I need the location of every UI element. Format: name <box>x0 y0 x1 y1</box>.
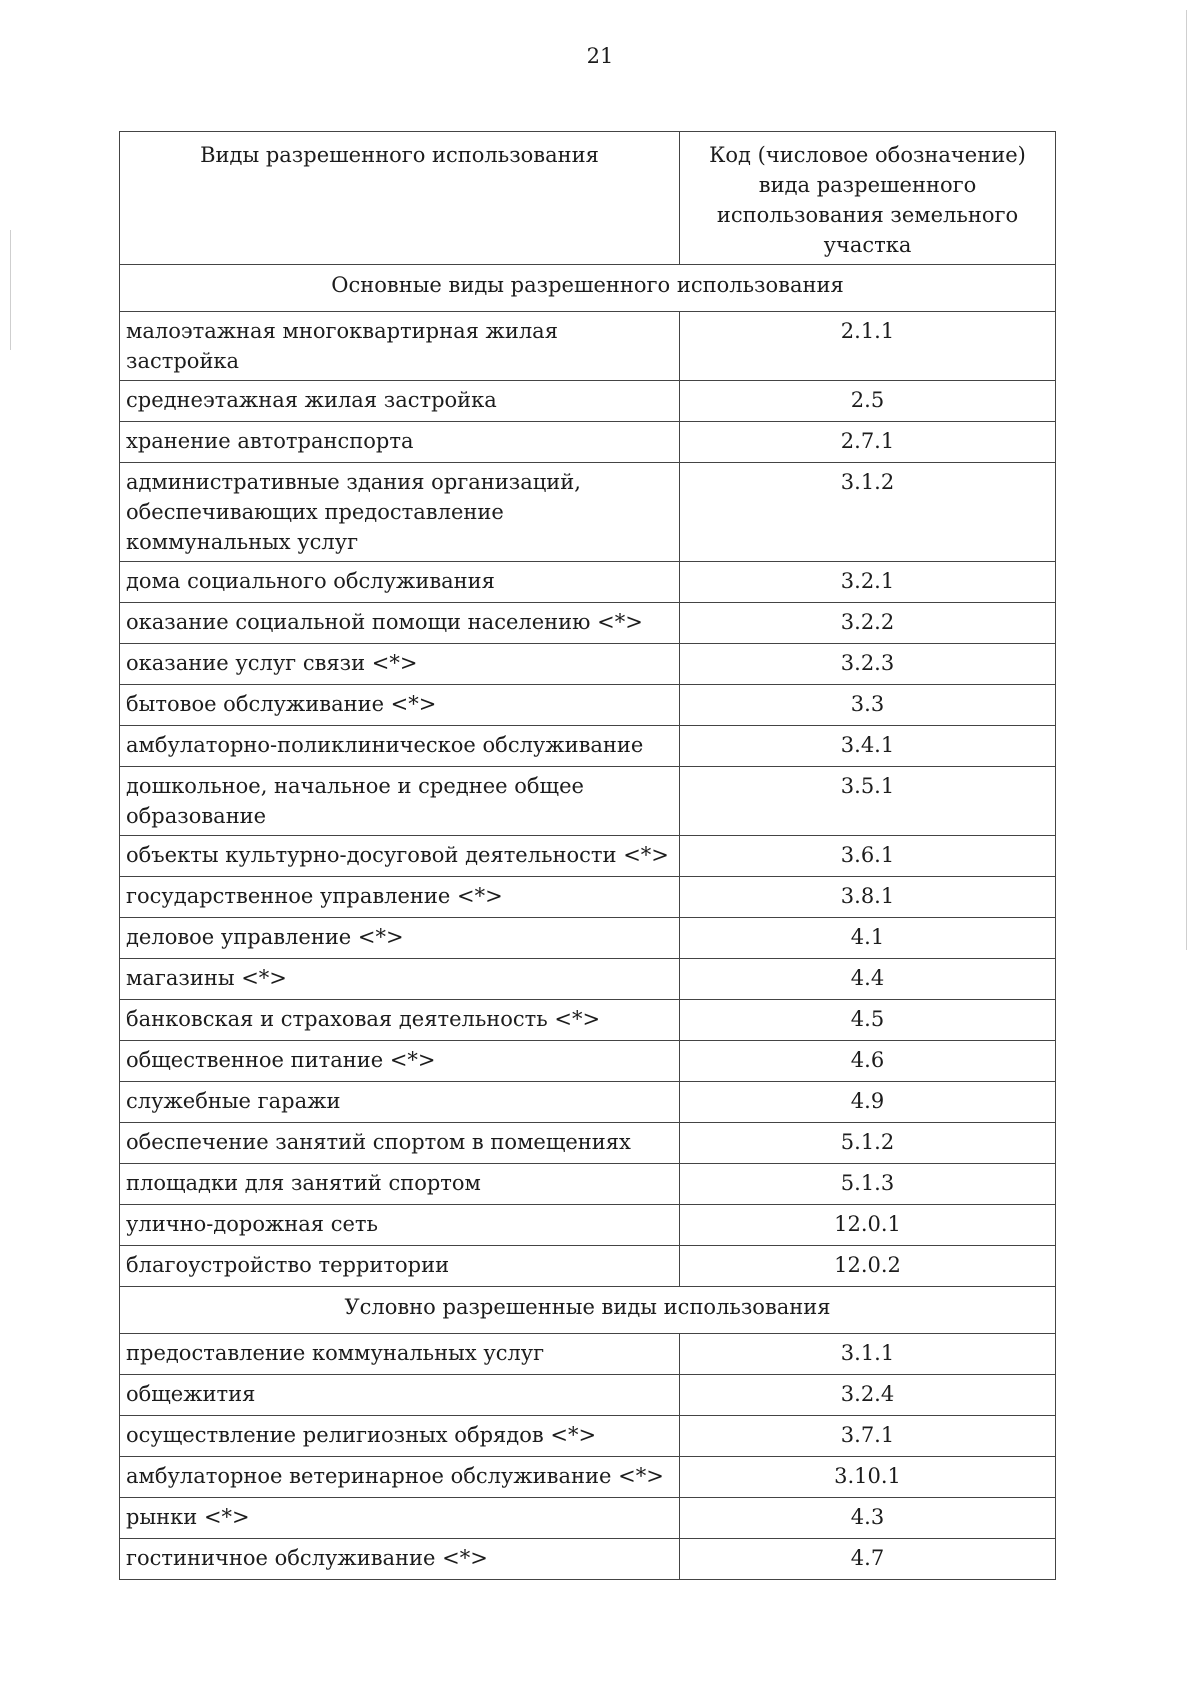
table-row <box>120 1246 1056 1287</box>
use-type-name: магазины <*> <box>120 959 680 1000</box>
use-type-name: площадки для занятий спортом <box>120 1164 680 1205</box>
table-row <box>120 767 1056 836</box>
table-row <box>120 1082 1056 1123</box>
use-type-code: 4.7 <box>680 1539 1056 1580</box>
use-type-code: 3.7.1 <box>680 1416 1056 1457</box>
use-type-code: 3.5.1 <box>680 767 1056 836</box>
use-type-name: хранение автотранспорта <box>120 422 680 463</box>
use-type-name: оказание услуг связи <*> <box>120 644 680 685</box>
table-row <box>120 918 1056 959</box>
use-type-name: государственное управление <*> <box>120 877 680 918</box>
use-type-code: 3.6.1 <box>680 836 1056 877</box>
use-type-name: малоэтажная многоквартирная жилая застройка <box>120 312 680 381</box>
section-heading-row <box>120 1287 1056 1334</box>
table-row <box>120 1375 1056 1416</box>
use-type-name: гостиничное обслуживание <*> <box>120 1539 680 1580</box>
use-type-name: осуществление религиозных обрядов <*> <box>120 1416 680 1457</box>
use-type-name: предоставление коммунальных услуг <box>120 1334 680 1375</box>
table-row <box>120 1164 1056 1205</box>
table-row <box>120 644 1056 685</box>
table-row <box>120 877 1056 918</box>
use-type-name: обеспечение занятий спортом в помещениях <box>120 1123 680 1164</box>
table-row <box>120 836 1056 877</box>
use-type-code: 4.9 <box>680 1082 1056 1123</box>
use-type-name: административные здания организаций, обеспечивающих предоставление коммунальных услуг <box>120 463 680 562</box>
header-code: Код (числовое обозначение) вида разрешенного использования земельного участка <box>680 132 1056 265</box>
use-type-name: амбулаторно-поликлиническое обслуживание <box>120 726 680 767</box>
page-number: 21 <box>586 44 614 68</box>
table-header-row <box>120 132 1056 265</box>
use-type-name: благоустройство территории <box>120 1246 680 1287</box>
land-use-table-container <box>119 131 1055 1580</box>
use-type-code: 2.7.1 <box>680 422 1056 463</box>
table-row <box>120 1041 1056 1082</box>
use-type-code: 4.6 <box>680 1041 1056 1082</box>
use-type-code: 5.1.2 <box>680 1123 1056 1164</box>
use-type-name: общественное питание <*> <box>120 1041 680 1082</box>
use-type-code: 3.4.1 <box>680 726 1056 767</box>
table-row <box>120 312 1056 381</box>
use-type-code: 4.5 <box>680 1000 1056 1041</box>
use-type-name: объекты культурно-досуговой деятельности <*> <box>120 836 680 877</box>
table-row <box>120 726 1056 767</box>
use-type-name: деловое управление <*> <box>120 918 680 959</box>
table-row <box>120 959 1056 1000</box>
use-type-code: 3.3 <box>680 685 1056 726</box>
use-type-name: улично-дорожная сеть <box>120 1205 680 1246</box>
use-type-code: 4.3 <box>680 1498 1056 1539</box>
use-type-code: 3.1.2 <box>680 463 1056 562</box>
table-row <box>120 1000 1056 1041</box>
use-type-code: 12.0.1 <box>680 1205 1056 1246</box>
use-type-code: 12.0.2 <box>680 1246 1056 1287</box>
use-type-code: 3.2.3 <box>680 644 1056 685</box>
section-heading-row <box>120 265 1056 312</box>
table-row <box>120 422 1056 463</box>
table-row <box>120 381 1056 422</box>
table-row <box>120 1334 1056 1375</box>
table-row <box>120 1123 1056 1164</box>
land-use-table <box>119 131 1056 1580</box>
table-row <box>120 562 1056 603</box>
section-heading: Основные виды разрешенного использования <box>120 265 1056 312</box>
use-type-name: амбулаторное ветеринарное обслуживание <*> <box>120 1457 680 1498</box>
scan-edge-line-left <box>10 230 11 350</box>
section-heading: Условно разрешенные виды использования <box>120 1287 1056 1334</box>
table-row <box>120 1539 1056 1580</box>
use-type-name: рынки <*> <box>120 1498 680 1539</box>
header-use-types: Виды разрешенного использования <box>120 132 680 265</box>
use-type-code: 4.1 <box>680 918 1056 959</box>
use-type-code: 5.1.3 <box>680 1164 1056 1205</box>
table-row <box>120 1416 1056 1457</box>
use-type-code: 3.8.1 <box>680 877 1056 918</box>
use-type-name: среднеэтажная жилая застройка <box>120 381 680 422</box>
use-type-name: оказание социальной помощи населению <*> <box>120 603 680 644</box>
table-row <box>120 463 1056 562</box>
table-body <box>120 265 1056 1580</box>
table-row <box>120 1205 1056 1246</box>
use-type-name: бытовое обслуживание <*> <box>120 685 680 726</box>
table-row <box>120 685 1056 726</box>
use-type-code: 3.2.1 <box>680 562 1056 603</box>
use-type-name: общежития <box>120 1375 680 1416</box>
use-type-code: 3.1.1 <box>680 1334 1056 1375</box>
use-type-code: 3.10.1 <box>680 1457 1056 1498</box>
use-type-name: служебные гаражи <box>120 1082 680 1123</box>
scan-edge-line-right <box>1186 10 1187 950</box>
table-row <box>120 603 1056 644</box>
use-type-name: дошкольное, начальное и среднее общее образование <box>120 767 680 836</box>
use-type-code: 2.1.1 <box>680 312 1056 381</box>
use-type-code: 3.2.4 <box>680 1375 1056 1416</box>
table-row <box>120 1457 1056 1498</box>
table-row <box>120 1498 1056 1539</box>
use-type-code: 4.4 <box>680 959 1056 1000</box>
use-type-name: дома социального обслуживания <box>120 562 680 603</box>
use-type-code: 2.5 <box>680 381 1056 422</box>
use-type-name: банковская и страховая деятельность <*> <box>120 1000 680 1041</box>
use-type-code: 3.2.2 <box>680 603 1056 644</box>
